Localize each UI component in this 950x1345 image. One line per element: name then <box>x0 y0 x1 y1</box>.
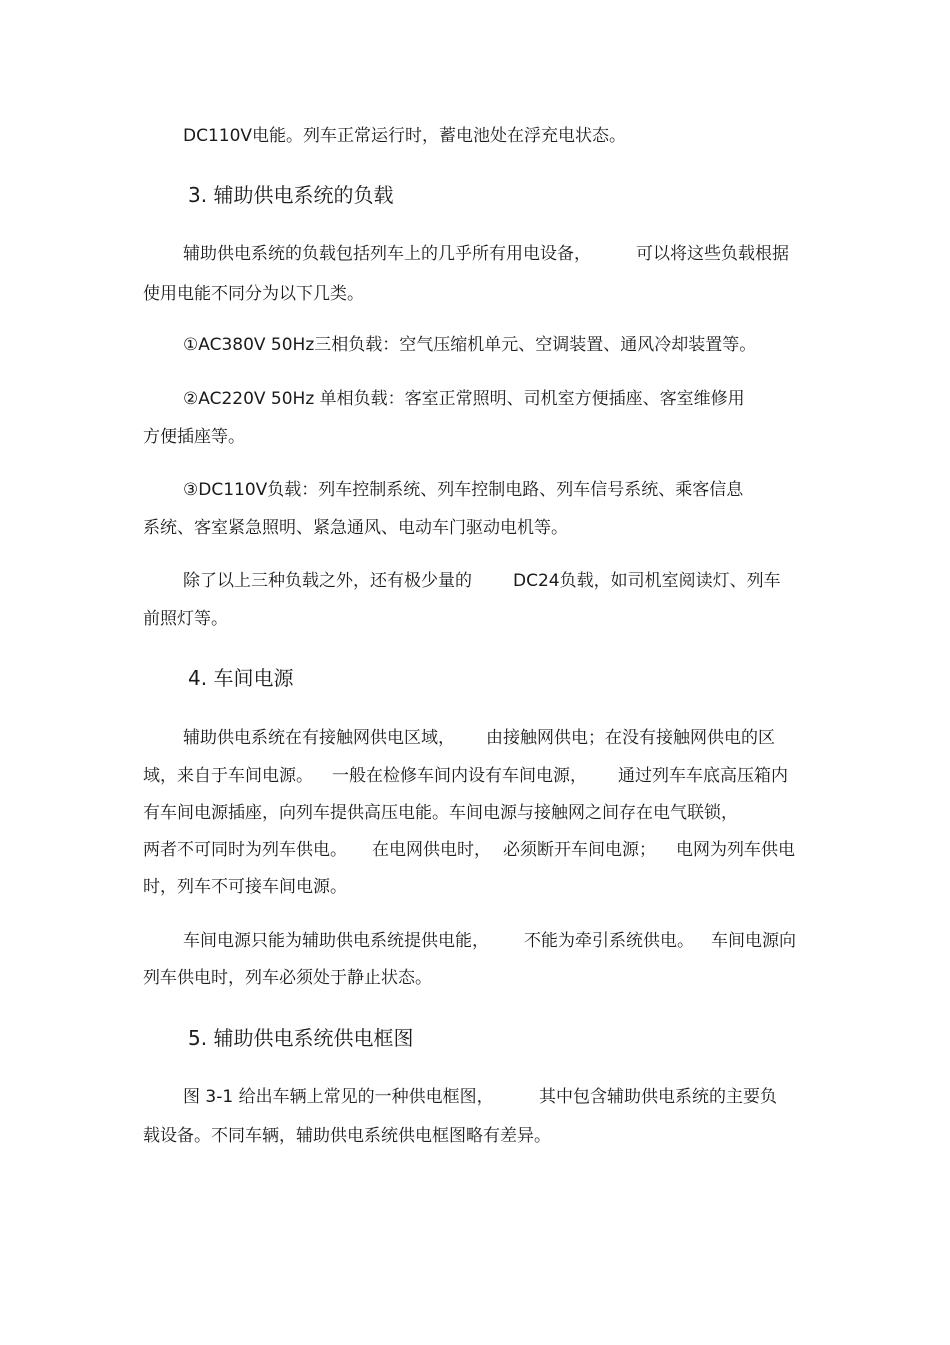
paragraph-line: 车间电源向 <box>711 931 796 951</box>
paragraph-line: 通过列车车底高压箱内 <box>618 766 788 786</box>
paragraph-line: DC110V电能。列车正常运行时，蓄电池处在浮充电状态。 <box>183 126 627 146</box>
section-heading-5: 5. 辅助供电系统供电框图 <box>188 1026 414 1050</box>
paragraph-line: 有车间电源插座，向列车提供高压电能。车间电源与接触网之间存在电气联锁， <box>143 803 738 823</box>
paragraph-line: 图 3-1 给出车辆上常见的一种供电框图， <box>183 1087 494 1107</box>
paragraph-line: 前照灯等。 <box>143 609 228 629</box>
paragraph-line: 域，来自于车间电源。 <box>143 766 313 786</box>
paragraph-line: 电网为列车供电 <box>676 840 795 860</box>
section-heading-4: 4. 车间电源 <box>188 666 294 690</box>
paragraph-line: ③DC110V负载：列车控制系统、列车控制电路、列车信号系统、乘客信息 <box>183 480 744 500</box>
paragraph-line: 可以将这些负载根据 <box>636 244 789 264</box>
paragraph-line: 一般在检修车间内设有车间电源， <box>332 766 587 786</box>
paragraph-line: 车间电源只能为辅助供电系统提供电能， <box>183 931 489 951</box>
paragraph-line: ①AC380V 50Hz三相负载：空气压缩机单元、空调装置、通风冷却装置等。 <box>183 335 757 355</box>
paragraph-line: DC24负载，如司机室阅读灯、列车 <box>513 571 781 591</box>
paragraph-line: 辅助供电系统的负载包括列车上的几乎所有用电设备， <box>183 244 591 264</box>
section-heading-3: 3. 辅助供电系统的负载 <box>188 183 394 207</box>
paragraph-line: 由接触网供电；在没有接触网供电的区 <box>486 728 775 748</box>
paragraph-line: 列车供电时，列车必须处于静止状态。 <box>143 968 432 988</box>
paragraph-line: ②AC220V 50Hz 单相负载：客室正常照明、司机室方便插座、客室维修用 <box>183 389 745 409</box>
paragraph-line: 系统、客室紧急照明、紧急通风、电动车门驱动电机等。 <box>143 518 568 538</box>
paragraph-line: 不能为牵引系统供电。 <box>524 931 694 951</box>
paragraph-line: 使用电能不同分为以下几类。 <box>143 284 364 304</box>
paragraph-line: 载设备。不同车辆，辅助供电系统供电框图略有差异。 <box>143 1126 551 1146</box>
paragraph-line: 除了以上三种负载之外，还有极少量的 <box>183 571 472 591</box>
paragraph-line: 必须断开车间电源； <box>503 840 656 860</box>
paragraph-line: 在电网供电时， <box>372 840 491 860</box>
paragraph-line: 辅助供电系统在有接触网供电区域， <box>183 728 455 748</box>
paragraph-line: 方便插座等。 <box>143 427 245 447</box>
paragraph-line: 其中包含辅助供电系统的主要负 <box>539 1087 777 1107</box>
paragraph-line: 时，列车不可接车间电源。 <box>143 877 347 897</box>
paragraph-line: 两者不可同时为列车供电。 <box>143 840 347 860</box>
